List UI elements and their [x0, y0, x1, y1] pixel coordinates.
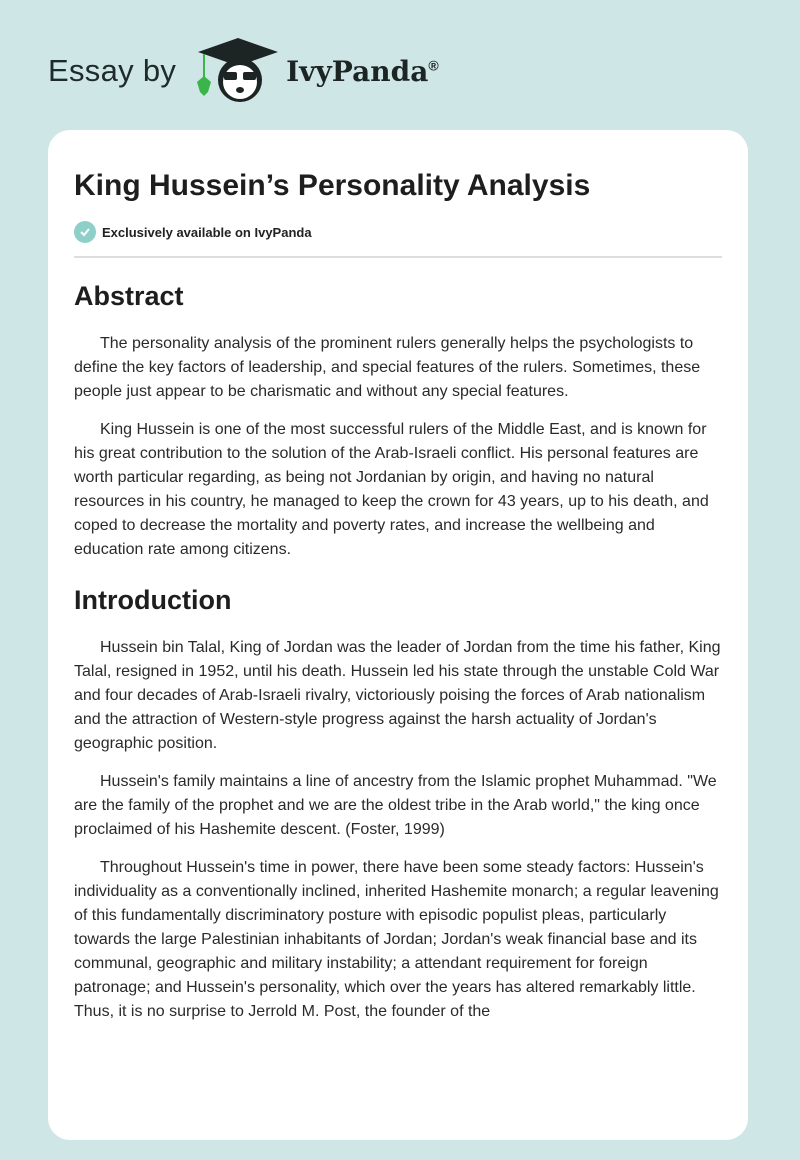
paragraph: Hussein bin Talal, King of Jordan was the leader of Jordan from the time his father, King Talal, resigned in 1952, until his death. Hussein led his state through the unstable Cold War and four decades of Arab-Israeli rivalry, victoriously poising the forces of Arab nationalism and the attraction of Western-style progress against the harsh actuality of Jordan's geographic position. — [74, 639, 721, 752]
section-heading-introduction: Introduction — [74, 585, 232, 615]
page-title: King Hussein’s Personality Analysis — [74, 169, 591, 202]
brand-name: IvyPanda® — [286, 54, 439, 88]
essay-by-label: Essay by — [48, 53, 177, 88]
badge-text: Exclusively available on IvyPanda — [102, 224, 312, 240]
section-heading-abstract: Abstract — [74, 281, 184, 311]
check-icon — [74, 221, 96, 243]
paragraph: King Hussein is one of the most successful rulers of the Middle East, and is known for his great contribution to the solution of the Arab-Israeli conflict. His personal features are worth particular regarding, as being not Jordanian by origin, and having no natural resources in his country, he managed to keep the crown for 43 years, up to his death, and coped to decrease the mortality and poverty rates, and increase the wellbeing and education rate among citizens. — [74, 421, 709, 558]
site-header — [48, 36, 439, 106]
essay-card — [48, 130, 748, 1140]
paragraph: The personality analysis of the prominent rulers generally helps the psychologists to define the key factors of leadership, and special features of the rulers. Sometimes, these people just appear to be charismatic and without any special features. — [74, 335, 701, 400]
exclusive-badge — [74, 221, 722, 243]
paragraph: Throughout Hussein's time in power, there have been some steady factors: Hussein's individuality as a conventionally inclined, inherited Hashemite monarch; a regular leavening of this fundamentally discriminatory posture with episodic populist pleas, particularly towards the large Palestinian inhabitants of Jordan; Jordan's weak financial base and its communal, geographic and military instability; a attendant requirement for foreign patronage; and Hussein's personality, which over the years has altered remarkably little. Thus, it is no surprise to Jerrold M. Post, the founder of the — [74, 859, 719, 1020]
divider — [74, 256, 722, 258]
panda-logo-icon — [194, 36, 282, 106]
paragraph: Hussein's family maintains a line of ancestry from the Islamic prophet Muhammad. "We are the family of the prophet and we are the oldest tribe in the Arab world," the king once proclaimed of his Hashemite descent. (Foster, 1999) — [74, 773, 717, 838]
